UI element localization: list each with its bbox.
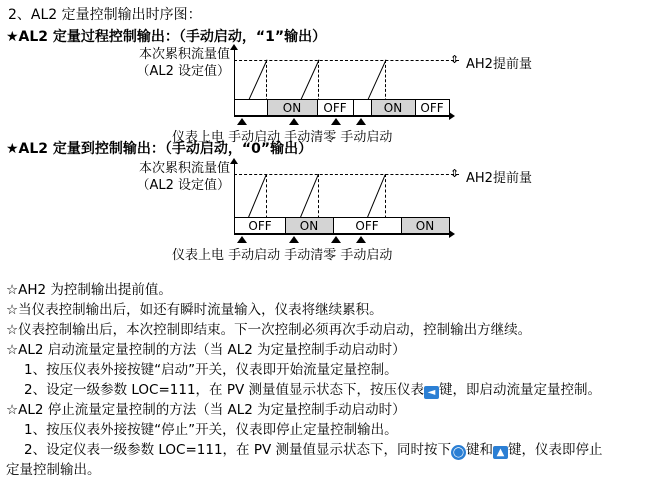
chart1-marker-1	[237, 118, 247, 125]
note-1: ☆当仪表控制输出后，如还有瞬时流量输入，仪表将继续累积。	[6, 302, 383, 318]
chart1-marker-2	[289, 118, 299, 125]
chart2-segdiv-3	[401, 218, 402, 233]
chart2-x-axis	[234, 234, 449, 235]
step-stop-2	[24, 440, 603, 460]
chart2-ah2-tick: ⇕	[450, 167, 460, 180]
chart1-ah2-tick: ⇕	[450, 53, 460, 66]
chart2-segdiv-1	[285, 218, 286, 233]
chart2-seg-3: ON	[401, 218, 449, 233]
chart2-seg-1: ON	[285, 218, 333, 233]
chart1-segdiv-2	[317, 100, 318, 115]
chart2-marker-3	[331, 236, 341, 243]
chart1-output-band	[234, 99, 450, 116]
chart1-seg-4: ON	[371, 100, 415, 115]
section2-title: ★AL2 定量到控制输出：（手动启动，“0”输出）	[6, 141, 313, 157]
step-start-1: 1、按压仪表外接按键“启动”开关，仪表即开始流量定量控制。	[24, 362, 398, 378]
chart2-caption: 仪表上电 手动启动 手动清零 手动启动	[172, 248, 393, 263]
chart-al2-reached	[0, 158, 654, 263]
chart1-segdiv-4	[371, 100, 372, 115]
chart2-segdiv-2	[333, 218, 334, 233]
chart1-ah2-label: AH2提前量	[466, 57, 532, 72]
stop-title: ☆AL2 停止流量定量控制的方法（当 AL2 为定量控制手动启动时）	[6, 402, 406, 418]
note-0: ☆AH2 为控制输出提前值。	[6, 282, 172, 298]
left-arrow-key-icon[interactable]: ◄	[424, 386, 439, 399]
chart2-marker-2	[289, 236, 299, 243]
chart1-marker-3	[331, 118, 341, 125]
chart2-ah2-label: AH2提前量	[466, 171, 532, 186]
up-arrow-key-icon[interactable]: ▲	[493, 446, 508, 459]
chart2-output-band	[234, 217, 450, 234]
step-start-2-tail: 键，即启动流量定量控制。	[439, 382, 602, 398]
step-start-2	[24, 380, 601, 400]
chart1-segdiv-3	[353, 100, 354, 115]
step-stop-1: 1、按压仪表外接按键“停止”开关，仪表即停止定量控制输出。	[24, 422, 398, 438]
chart2-seg-2: OFF	[333, 218, 401, 233]
shift-key-icon[interactable]: ◯	[452, 447, 465, 458]
chart1-x-axis	[234, 116, 449, 117]
step-start-2-text: 2、设定一级参数 LOC=111，在 PV 测量值显示状态下，按压仪表	[24, 382, 425, 398]
chart1-threshold-line	[234, 60, 459, 61]
step-stop-2-text: 2、设定仪表一级参数 LOC=111，在 PV 测量值显示状态下，同时按下	[24, 442, 452, 458]
chart2-y-arrow	[230, 158, 238, 164]
note-3: ☆AL2 启动流量定量控制的方法（当 AL2 为定量控制手动启动时）	[6, 342, 406, 358]
chart1-segdiv-1	[267, 100, 268, 115]
chart1-seg-5: OFF	[415, 100, 449, 115]
step-stop-3: 定量控制输出。	[6, 462, 101, 478]
note-2: ☆仪表控制输出后，本次控制即结束。下一次控制必须再次手动启动，控制输出方继续。	[6, 322, 532, 338]
chart2-seg-0: OFF	[235, 218, 285, 233]
chart1-seg-2: OFF	[317, 100, 353, 115]
chart2-ylabel-line2: （AL2 设定值）	[136, 178, 230, 193]
chart1-ylabel-line2: （AL2 设定值）	[136, 64, 230, 79]
chart2-threshold-line	[234, 174, 459, 175]
chart1-caption: 仪表上电 手动启动 手动清零 手动启动	[172, 130, 393, 145]
chart1-y-arrow	[230, 44, 238, 50]
chart-al2-process	[0, 44, 654, 145]
chart1-seg-3	[353, 100, 371, 115]
chart2-ylabel-line1: 本次累积流量值	[138, 161, 230, 176]
chart1-segdiv-5	[415, 100, 416, 115]
chart1-marker-4	[356, 118, 366, 125]
chart1-ylabel-line1: 本次累积流量值	[138, 47, 230, 62]
section1-title: ★AL2 定量过程控制输出：（手动启动，“1”输出）	[6, 29, 327, 45]
chart2-marker-1	[237, 236, 247, 243]
doc-heading: 2、AL2 定量控制输出时序图：	[8, 7, 202, 23]
chart2-marker-4	[356, 236, 366, 243]
chart1-seg-0	[235, 100, 267, 115]
step-stop-2-mid: 键和	[466, 442, 494, 458]
chart1-seg-1: ON	[267, 100, 317, 115]
step-stop-2-tail: 键，仪表即停止	[508, 442, 603, 458]
